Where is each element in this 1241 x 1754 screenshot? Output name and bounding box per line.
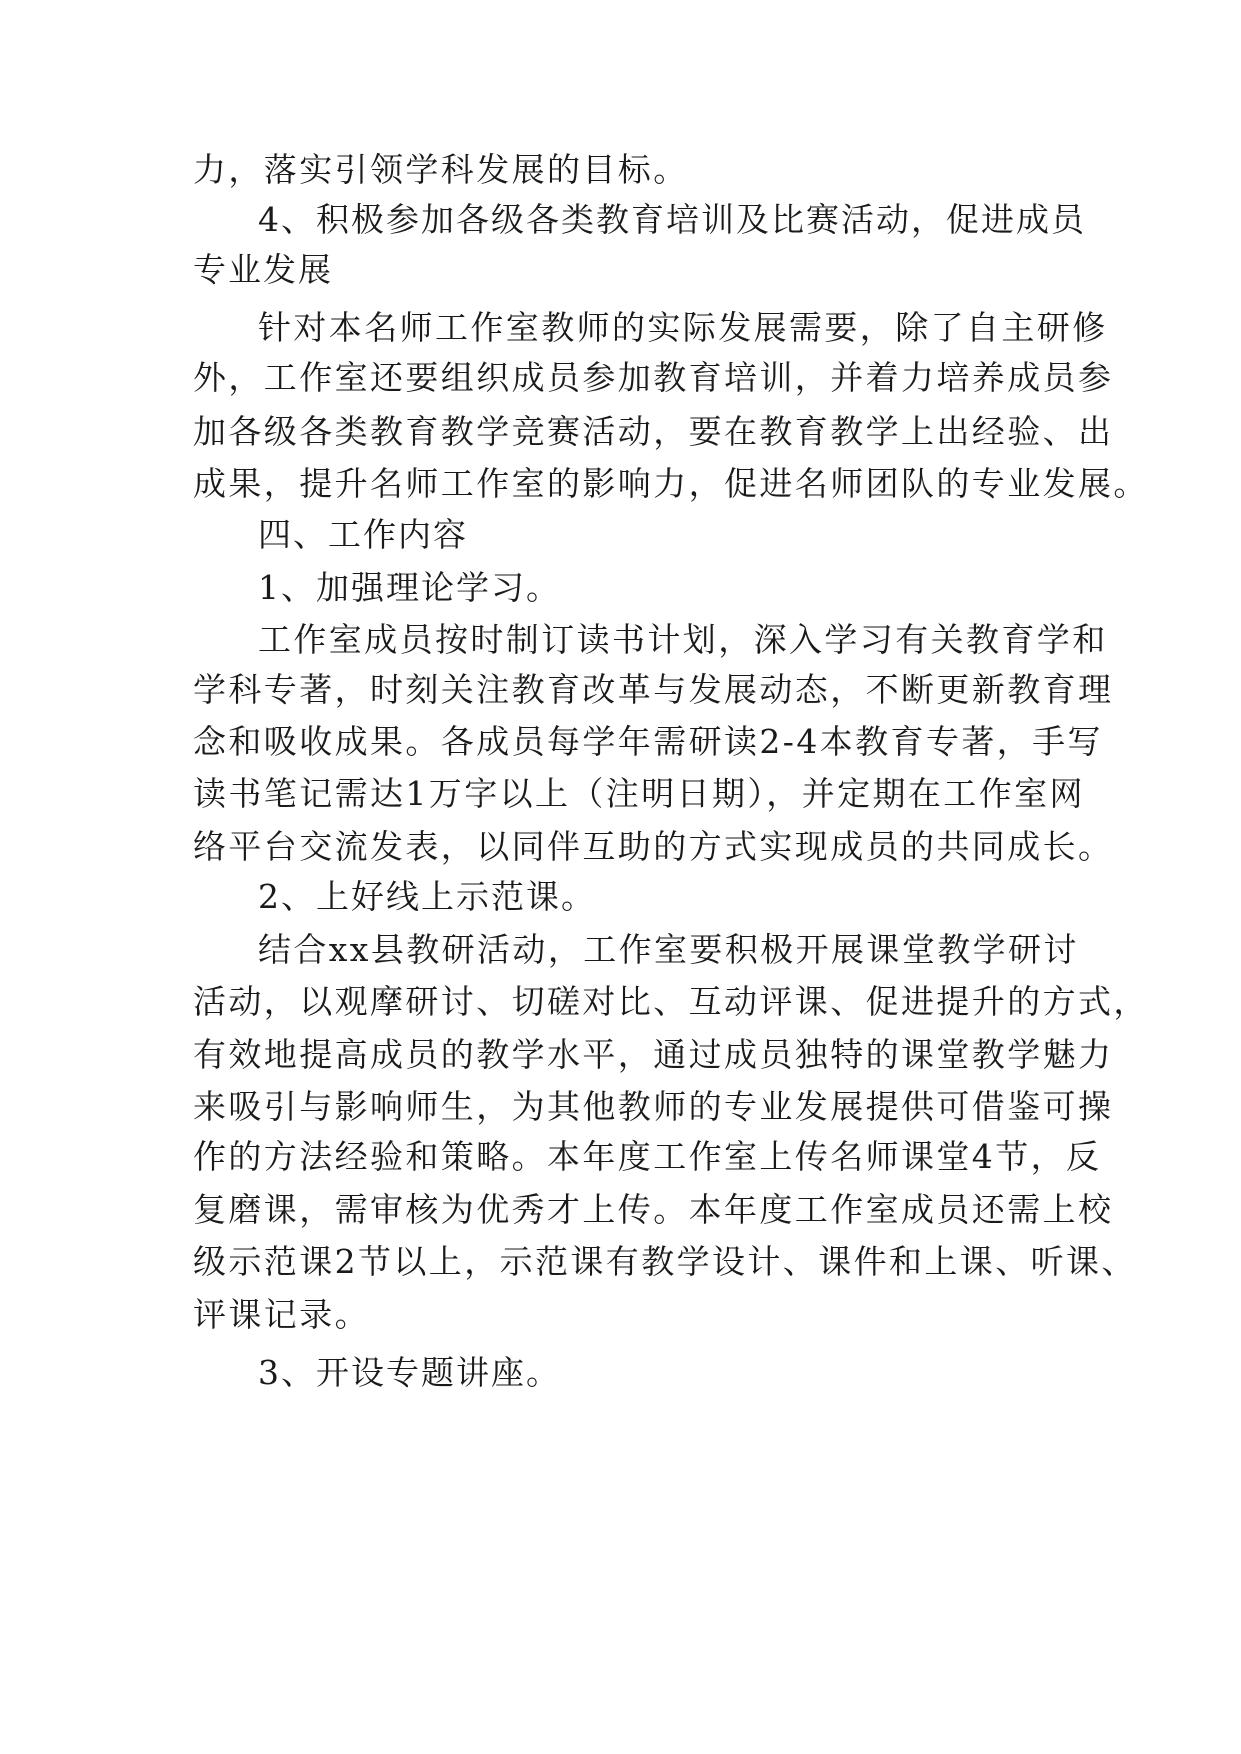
paragraph-line: 评课记录。: [193, 1295, 370, 1334]
paragraph-line: 工作室成员按时制订读书计划，深入学习有关教育学和: [258, 620, 1108, 659]
subsection-heading: 1、加强理论学习。: [258, 568, 561, 607]
paragraph-line: 读书笔记需达1万字以上（注明日期），并定期在工作室网: [193, 774, 1085, 813]
paragraph-line: 络平台交流发表，以同伴互助的方式实现成员的共同成长。: [193, 827, 1114, 866]
paragraph-line: 有效地提高成员的教学水平，通过成员独特的课堂教学魅力: [193, 1035, 1114, 1074]
paragraph-line: 外，工作室还要组织成员参加教育培训，并着力培养成员参: [193, 358, 1114, 397]
paragraph-line: 力，落实引领学科发展的目标。: [193, 150, 689, 189]
paragraph-line: 作的方法经验和策略。本年度工作室上传名师课堂4节，反: [193, 1137, 1102, 1176]
paragraph-line: 复磨课，需审核为优秀才上传。本年度工作室成员还需上校: [193, 1190, 1114, 1229]
section-heading: 四、工作内容: [258, 515, 468, 554]
paragraph-line: 念和吸收成果。各成员每学年需研读2-4本教育专著，手写: [193, 722, 1103, 761]
paragraph-line: 来吸引与影响师生，为其他教师的专业发展提供可借鉴可操: [193, 1087, 1114, 1126]
subsection-heading: 2、上好线上示范课。: [258, 877, 596, 916]
paragraph-line: 针对本名师工作室教师的实际发展需要，除了自主研修: [258, 308, 1108, 347]
paragraph-line: 结合xx县教研活动，工作室要积极开展课堂教学研讨: [258, 930, 1079, 969]
section-heading: 4、积极参加各级各类教育培训及比赛活动，促进成员: [258, 200, 1086, 239]
section-heading-continuation: 专业发展: [193, 250, 333, 289]
paragraph-line: 加各级各类教育教学竞赛活动，要在教育教学上出经验、出: [193, 412, 1114, 451]
paragraph-line: 活动，以观摩研讨、切磋对比、互动评课、促进提升的方式，: [193, 982, 1149, 1021]
paragraph-line: 学科专著，时刻关注教育改革与发展动态，不断更新教育理: [193, 670, 1114, 709]
paragraph-line: 成果，提升名师工作室的影响力，促进名师团队的专业发展。: [193, 464, 1149, 503]
paragraph-line: 级示范课2节以上，示范课有教学设计、课件和上课、听课、: [193, 1242, 1137, 1281]
subsection-heading: 3、开设专题讲座。: [258, 1353, 561, 1392]
